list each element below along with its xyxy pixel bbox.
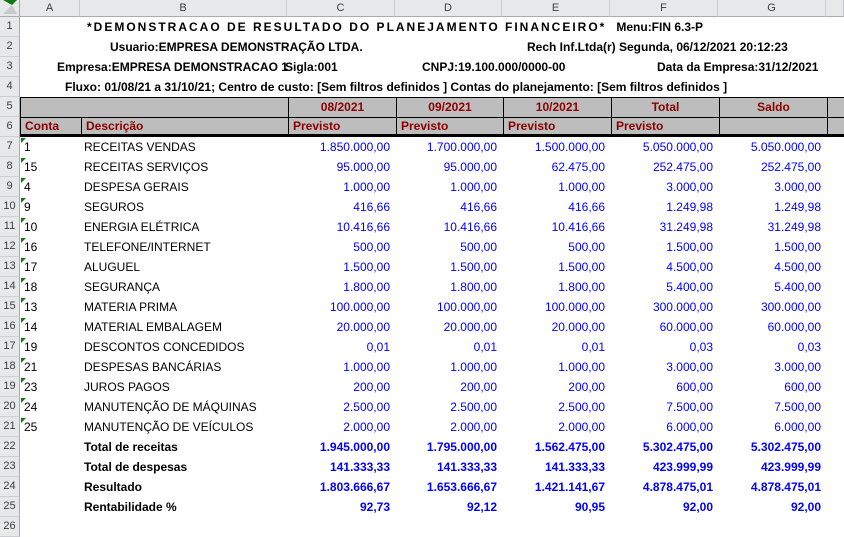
value-cell[interactable]: 423.999,99 [760,460,821,474]
error-indicator-icon [21,378,26,383]
description-cell[interactable]: JUROS PAGOS [84,380,170,394]
header-previsto-1[interactable]: Previsto [288,118,396,135]
description-cell[interactable]: ENERGIA ELÉTRICA [84,220,200,234]
empresa-cell[interactable]: Empresa:EMPRESA DEMONSTRACAO 1 [57,60,288,74]
value-cell[interactable]: 100.000,00 [329,300,390,314]
report-title: *DEMONSTRACAO DE RESULTADO DO PLANEJAMENTO FINANCEIRO* [87,20,607,34]
value-cell[interactable]: 5.302.475,00 [750,440,821,454]
select-all-triangle-icon [3,0,17,14]
table-row [0,377,844,397]
value-cell[interactable]: 1.500,00 [774,240,821,254]
table-row [0,397,844,417]
column-header-E[interactable]: E [502,0,610,17]
value-cell[interactable]: 92,00 [682,500,713,514]
error-indicator-icon [21,218,26,223]
value-cell[interactable]: 20.000,00 [551,320,605,334]
value-cell[interactable]: 0,03 [689,340,713,354]
row-header-22[interactable]: 22 [0,437,20,457]
value-cell[interactable]: 2.000,00 [450,420,497,434]
value-cell[interactable]: 3.000,00 [666,180,713,194]
description-cell[interactable]: Rentabilidade % [84,500,177,514]
value-cell[interactable]: 0,01 [473,340,497,354]
description-cell[interactable]: Total de receitas [84,440,178,454]
description-cell[interactable]: SEGUROS [84,200,145,214]
value-cell[interactable]: 60.000,00 [659,320,713,334]
value-cell[interactable]: 1.850.000,00 [319,140,390,154]
value-cell[interactable]: 1.249,98 [666,200,713,214]
row-header-19[interactable]: 19 [0,377,20,397]
value-cell[interactable]: 1.000,00 [450,180,497,194]
value-cell[interactable]: 5.400,00 [666,280,713,294]
fluxo-filter-cell[interactable]: Fluxo: 01/08/21 a 31/10/21; Centro de custo: [Sem filtros definidos ] Contas do planejamento: [Sem filtros definidos ] [65,80,728,94]
value-cell[interactable]: 300.000,00 [760,300,821,314]
row-header-7[interactable]: 7 [0,137,20,157]
header-descricao[interactable]: Descrição [81,118,288,135]
table-row [0,217,844,237]
value-cell[interactable]: 416,66 [568,200,605,214]
value-cell[interactable]: 141.333,33 [436,460,497,474]
row-header-21[interactable]: 21 [0,417,20,437]
value-cell[interactable]: 92,73 [359,500,390,514]
table-header-block [20,97,844,137]
value-cell[interactable]: 1.000,00 [343,180,390,194]
description-cell[interactable]: DESCONTOS CONCEDIDOS [84,340,245,354]
table-row [0,237,844,257]
error-indicator-icon [21,338,26,343]
row-header-1[interactable]: 1 [0,17,20,37]
row-header-11[interactable]: 11 [0,217,20,237]
row-header-18[interactable]: 18 [0,357,20,377]
row-header-6[interactable]: 6 [0,117,20,137]
column-header-D[interactable]: D [395,0,502,17]
table-row [0,157,844,177]
header-month-3[interactable]: 10/2021 [503,98,611,118]
value-cell[interactable]: 1.249,98 [774,200,821,214]
conta-cell[interactable]: 10 [24,220,38,234]
conta-cell[interactable]: 19 [24,340,38,354]
header-previsto-3[interactable]: Previsto [503,118,611,135]
value-cell[interactable]: 423.999,99 [652,460,713,474]
value-cell[interactable]: 141.333,33 [544,460,605,474]
value-cell[interactable]: 600,00 [676,380,713,394]
conta-cell[interactable]: 18 [24,280,38,294]
value-cell[interactable]: 2.500,00 [450,400,497,414]
row-header-3[interactable]: 3 [0,57,20,77]
value-cell[interactable]: 1.800,00 [558,280,605,294]
error-indicator-icon [21,278,26,283]
value-cell[interactable]: 7.500,00 [774,400,821,414]
conta-cell[interactable]: 17 [24,260,38,274]
value-cell[interactable]: 95.000,00 [443,160,497,174]
row-header-14[interactable]: 14 [0,277,20,297]
conta-cell[interactable]: 4 [24,180,31,194]
error-indicator-icon [21,198,26,203]
value-cell[interactable]: 141.333,33 [329,460,390,474]
value-cell[interactable]: 90,95 [574,500,605,514]
usuario-cell[interactable]: Usuario:EMPRESA DEMONSTRAÇÃO LTDA. [110,40,363,54]
value-cell[interactable]: 31.249,98 [767,220,821,234]
value-cell[interactable]: 1.000,00 [450,360,497,374]
error-indicator-icon [21,138,26,143]
value-cell[interactable]: 1.803.666,67 [319,480,390,494]
description-cell[interactable]: TELEFONE/INTERNET [84,240,211,254]
error-indicator-icon [21,398,26,403]
value-cell[interactable]: 3.000,00 [774,360,821,374]
value-cell[interactable]: 20.000,00 [443,320,497,334]
table-row [0,257,844,277]
table-row [0,317,844,337]
value-cell[interactable]: 416,66 [353,200,390,214]
row-header-4[interactable]: 4 [0,77,20,97]
description-cell[interactable]: ALUGUEL [84,260,141,274]
value-cell[interactable]: 0,01 [581,340,605,354]
description-cell[interactable]: Total de despesas [84,460,188,474]
value-cell[interactable]: 200,00 [460,380,497,394]
header-month-2[interactable]: 09/2021 [396,98,503,118]
description-cell[interactable]: RECEITAS VENDAS [84,140,196,154]
row-header-2[interactable]: 2 [0,37,20,57]
value-cell[interactable]: 2.500,00 [558,400,605,414]
value-cell[interactable]: 1.500,00 [558,260,605,274]
header-blank-saldo[interactable] [719,118,827,135]
conta-cell[interactable]: 21 [24,360,38,374]
row-header-10[interactable]: 10 [0,197,20,217]
value-cell[interactable]: 1.421.141,67 [534,480,605,494]
description-cell[interactable]: DESPESA GERAIS [84,180,189,194]
conta-cell[interactable]: 14 [24,320,38,334]
description-cell[interactable]: MANUTENÇÃO DE VEÍCULOS [84,420,254,434]
value-cell[interactable]: 4.878.475,01 [642,480,713,494]
value-cell[interactable]: 20.000,00 [336,320,390,334]
value-cell[interactable]: 252.475,00 [760,160,821,174]
value-cell[interactable]: 4.500,00 [666,260,713,274]
value-cell[interactable]: 1.800,00 [450,280,497,294]
value-cell[interactable]: 2.000,00 [343,420,390,434]
value-cell[interactable]: 300.000,00 [652,300,713,314]
value-cell[interactable]: 100.000,00 [436,300,497,314]
total-row [0,477,844,497]
value-cell[interactable]: 5.050.000,00 [750,140,821,154]
value-cell[interactable]: 1.500,00 [666,240,713,254]
value-cell[interactable]: 1.500.000,00 [534,140,605,154]
value-cell[interactable]: 200,00 [353,380,390,394]
error-indicator-icon [21,158,26,163]
value-cell[interactable]: 1.000,00 [558,180,605,194]
value-cell[interactable]: 7.500,00 [666,400,713,414]
value-cell[interactable]: 62.475,00 [551,160,605,174]
value-cell[interactable]: 1.800,00 [343,280,390,294]
value-cell[interactable]: 31.249,98 [659,220,713,234]
value-cell[interactable]: 92,00 [790,500,821,514]
value-cell[interactable]: 500,00 [353,240,390,254]
conta-cell[interactable]: 23 [24,380,38,394]
total-row [0,437,844,457]
value-cell[interactable]: 1.700.000,00 [426,140,497,154]
row-header-17[interactable]: 17 [0,337,20,357]
total-row [0,497,844,517]
value-cell[interactable]: 1.500,00 [343,260,390,274]
row-header-26[interactable]: 26 [0,517,20,537]
value-cell[interactable]: 3.000,00 [774,180,821,194]
value-cell[interactable]: 3.000,00 [666,360,713,374]
data-empresa-cell[interactable]: Data da Empresa:31/12/2021 [657,60,819,74]
error-indicator-icon [21,418,26,423]
value-cell[interactable]: 10.416,66 [443,220,497,234]
table-row [0,197,844,217]
table-row [0,417,844,437]
row-header-9[interactable]: 9 [0,177,20,197]
value-cell[interactable]: 10.416,66 [336,220,390,234]
row-header-23[interactable]: 23 [0,457,20,477]
value-cell[interactable]: 6.000,00 [774,420,821,434]
header-saldo[interactable]: Saldo [719,98,827,118]
value-cell[interactable]: 1.500,00 [450,260,497,274]
description-cell[interactable]: MATERIAL EMBALAGEM [84,320,223,334]
description-cell[interactable]: MATERIA PRIMA [84,300,178,314]
error-indicator-icon [21,238,26,243]
value-cell[interactable]: 416,66 [460,200,497,214]
column-header-sliver[interactable] [826,0,844,17]
header-blank-right-bottom[interactable] [827,118,844,135]
header-previsto-2[interactable]: Previsto [396,118,503,135]
header-month-1[interactable]: 08/2021 [288,98,396,118]
value-cell[interactable]: 4.500,00 [774,260,821,274]
value-cell[interactable]: 500,00 [568,240,605,254]
value-cell[interactable]: 1.945.000,00 [319,440,390,454]
value-cell[interactable]: 5.302.475,00 [642,440,713,454]
conta-cell[interactable]: 16 [24,240,38,254]
header-blank-ab[interactable] [21,98,288,118]
description-cell[interactable]: DESPESAS BANCÁRIAS [84,360,222,374]
conta-cell[interactable]: 24 [24,400,38,414]
row-header-5[interactable]: 5 [0,97,20,117]
header-blank-right-top[interactable] [827,98,844,118]
conta-cell[interactable]: 25 [24,420,38,434]
table-row [0,297,844,317]
value-cell[interactable]: 60.000,00 [767,320,821,334]
value-cell[interactable]: 1.653.666,67 [426,480,497,494]
description-cell[interactable]: RECEITAS SERVIÇOS [84,160,209,174]
header-total[interactable]: Total [611,98,719,118]
menu-reference: Menu:FIN 6.3-P [616,20,704,34]
value-cell[interactable]: 95.000,00 [336,160,390,174]
value-cell[interactable]: 1.562.475,00 [534,440,605,454]
row-header-13[interactable]: 13 [0,257,20,277]
total-row [0,457,844,477]
table-row [0,277,844,297]
value-cell[interactable]: 4.878.475,01 [750,480,821,494]
value-cell[interactable]: 5.400,00 [774,280,821,294]
sigla-cell[interactable]: Sigla:001 [285,60,338,74]
row-header-25[interactable]: 25 [0,497,20,517]
conta-cell[interactable]: 9 [24,200,31,214]
column-header-F[interactable]: F [610,0,718,17]
conta-cell[interactable]: 15 [24,160,38,174]
table-row [0,137,844,157]
table-row [0,337,844,357]
value-cell[interactable]: 600,00 [784,380,821,394]
column-header-A[interactable]: A [20,0,80,17]
error-indicator-icon [21,318,26,323]
value-cell[interactable]: 5.050.000,00 [642,140,713,154]
value-cell[interactable]: 2.500,00 [343,400,390,414]
value-cell[interactable]: 1.000,00 [343,360,390,374]
error-indicator-icon [21,358,26,363]
row-header-8[interactable]: 8 [0,157,20,177]
vendor-datetime-cell[interactable]: Rech Inf.Ltda(r) Segunda, 06/12/2021 20:12:23 [527,40,788,54]
conta-cell[interactable]: 1 [24,140,31,154]
value-cell[interactable]: 10.416,66 [551,220,605,234]
row-header-24[interactable]: 24 [0,477,20,497]
error-indicator-icon [21,298,26,303]
error-indicator-icon [21,258,26,263]
value-cell[interactable]: 1.795.000,00 [426,440,497,454]
error-indicator-icon [21,178,26,183]
value-cell[interactable]: 200,00 [568,380,605,394]
row-header-15[interactable]: 15 [0,297,20,317]
column-header-G[interactable]: G [718,0,826,17]
table-row [0,177,844,197]
description-cell[interactable]: MANUTENÇÃO DE MÁQUINAS [84,400,257,414]
report-title-row[interactable] [87,17,703,37]
value-cell[interactable]: 0,03 [797,340,821,354]
cnpj-cell[interactable]: CNPJ:19.100.000/0000-00 [422,60,566,74]
value-cell[interactable]: 252.475,00 [652,160,713,174]
header-previsto-4[interactable]: Previsto [611,118,719,135]
table-row [0,357,844,377]
row-header-16[interactable]: 16 [0,317,20,337]
row-header-12[interactable]: 12 [0,237,20,257]
column-header-C[interactable]: C [287,0,395,17]
column-header-B[interactable]: B [80,0,287,17]
value-cell[interactable]: 0,01 [366,340,390,354]
description-cell[interactable]: Resultado [84,480,143,494]
conta-cell[interactable]: 13 [24,300,38,314]
value-cell[interactable]: 6.000,00 [666,420,713,434]
value-cell[interactable]: 100.000,00 [544,300,605,314]
header-conta[interactable]: Conta [25,119,59,133]
row-header-20[interactable]: 20 [0,397,20,417]
description-cell[interactable]: SEGURANÇA [84,280,161,294]
value-cell[interactable]: 1.000,00 [558,360,605,374]
value-cell[interactable]: 2.000,00 [558,420,605,434]
select-all-corner[interactable] [0,0,20,17]
value-cell[interactable]: 500,00 [460,240,497,254]
value-cell[interactable]: 92,12 [466,500,497,514]
